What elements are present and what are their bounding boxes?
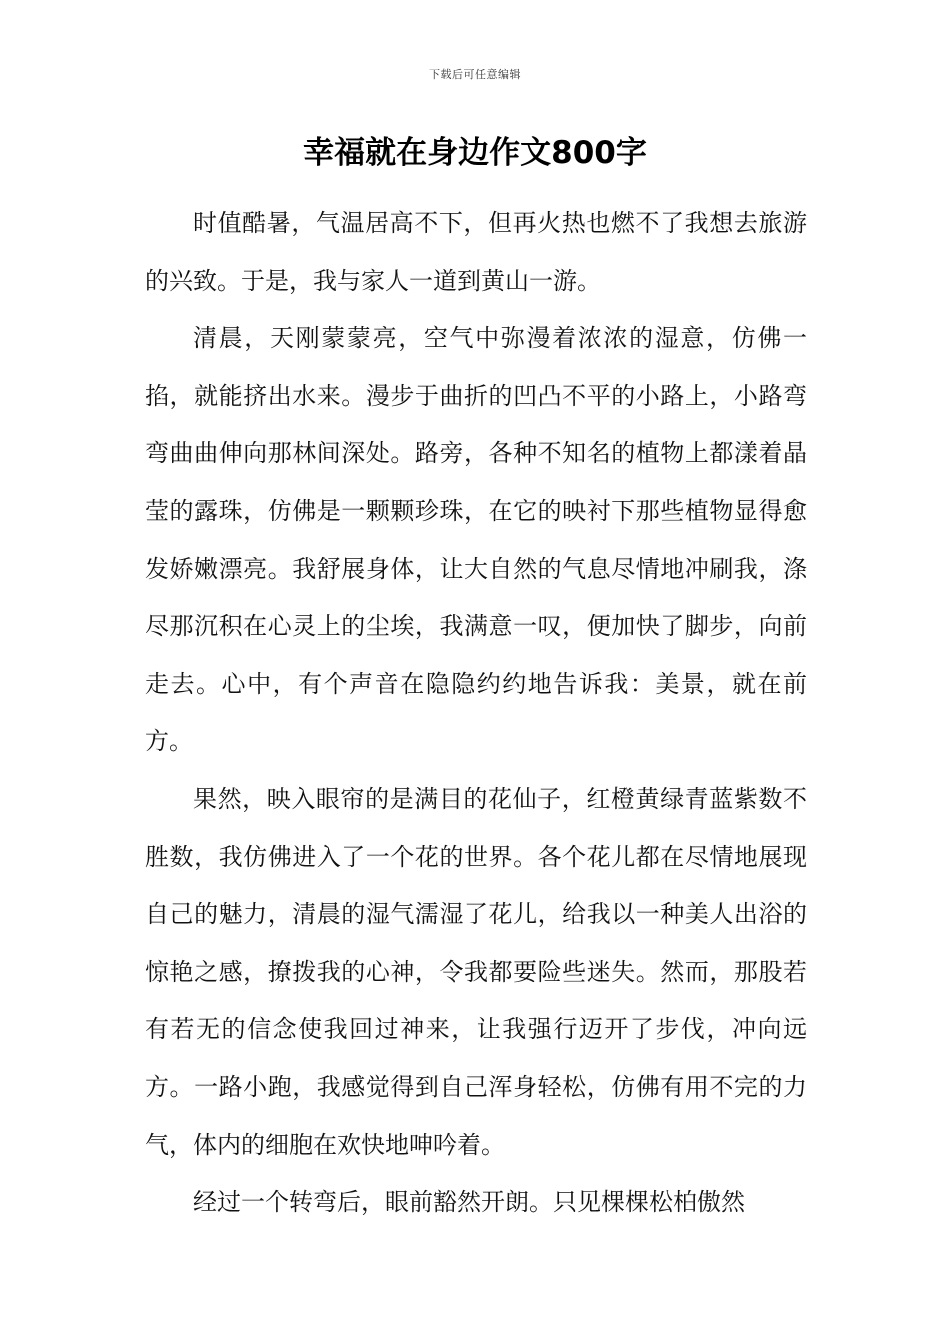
paragraph-1: 时值酷暑，气温居高不下，但再火热也燃不了我想去旅游的兴致。于是，我与家人一道到黄山一游。 [145, 209, 807, 295]
page-title: 幸福就在身边作文800字 [303, 135, 647, 171]
paragraph-4: 经过一个转弯后，眼前豁然开朗。只见棵棵松柏傲然 [193, 1188, 745, 1217]
article-body [145, 195, 807, 1232]
paragraph-3: 果然，映入眼帘的是满目的花仙子，红橙黄绿青蓝紫数不胜数，我仿佛进入了一个花的世界。各个花儿都在尽情地展现自己的魅力，清晨的湿气濡湿了花儿，给我以一种美人出浴的惊艳之感，撩拨我的心神，令我都要险些迷失。然而，那股若有若无的信念使我回过神来，让我强行迈开了步伐，冲向远方。一路小跑，我感觉得到自己浑身轻松，仿佛有用不完的力气，体内的细胞在欢快地呻吟着。 [145, 784, 807, 1159]
paragraph-2: 清晨，天刚蒙蒙亮，空气中弥漫着浓浓的湿意，仿佛一掐，就能挤出水来。漫步于曲折的凹凸不平的小路上，小路弯弯曲曲伸向那林间深处。路旁，各种不知名的植物上都漾着晶莹的露珠，仿佛是一颗颗珍珠，在它的映衬下那些植物显得愈发娇嫩漂亮。我舒展身体，让大自然的气息尽情地冲刷我，涤尽那沉积在心灵上的尘埃，我满意一叹，便加快了脚步，向前走去。心中，有个声音在隐隐约约地告诉我：美景，就在前方。 [145, 324, 807, 756]
header-note: 下载后可任意编辑 [429, 68, 521, 81]
